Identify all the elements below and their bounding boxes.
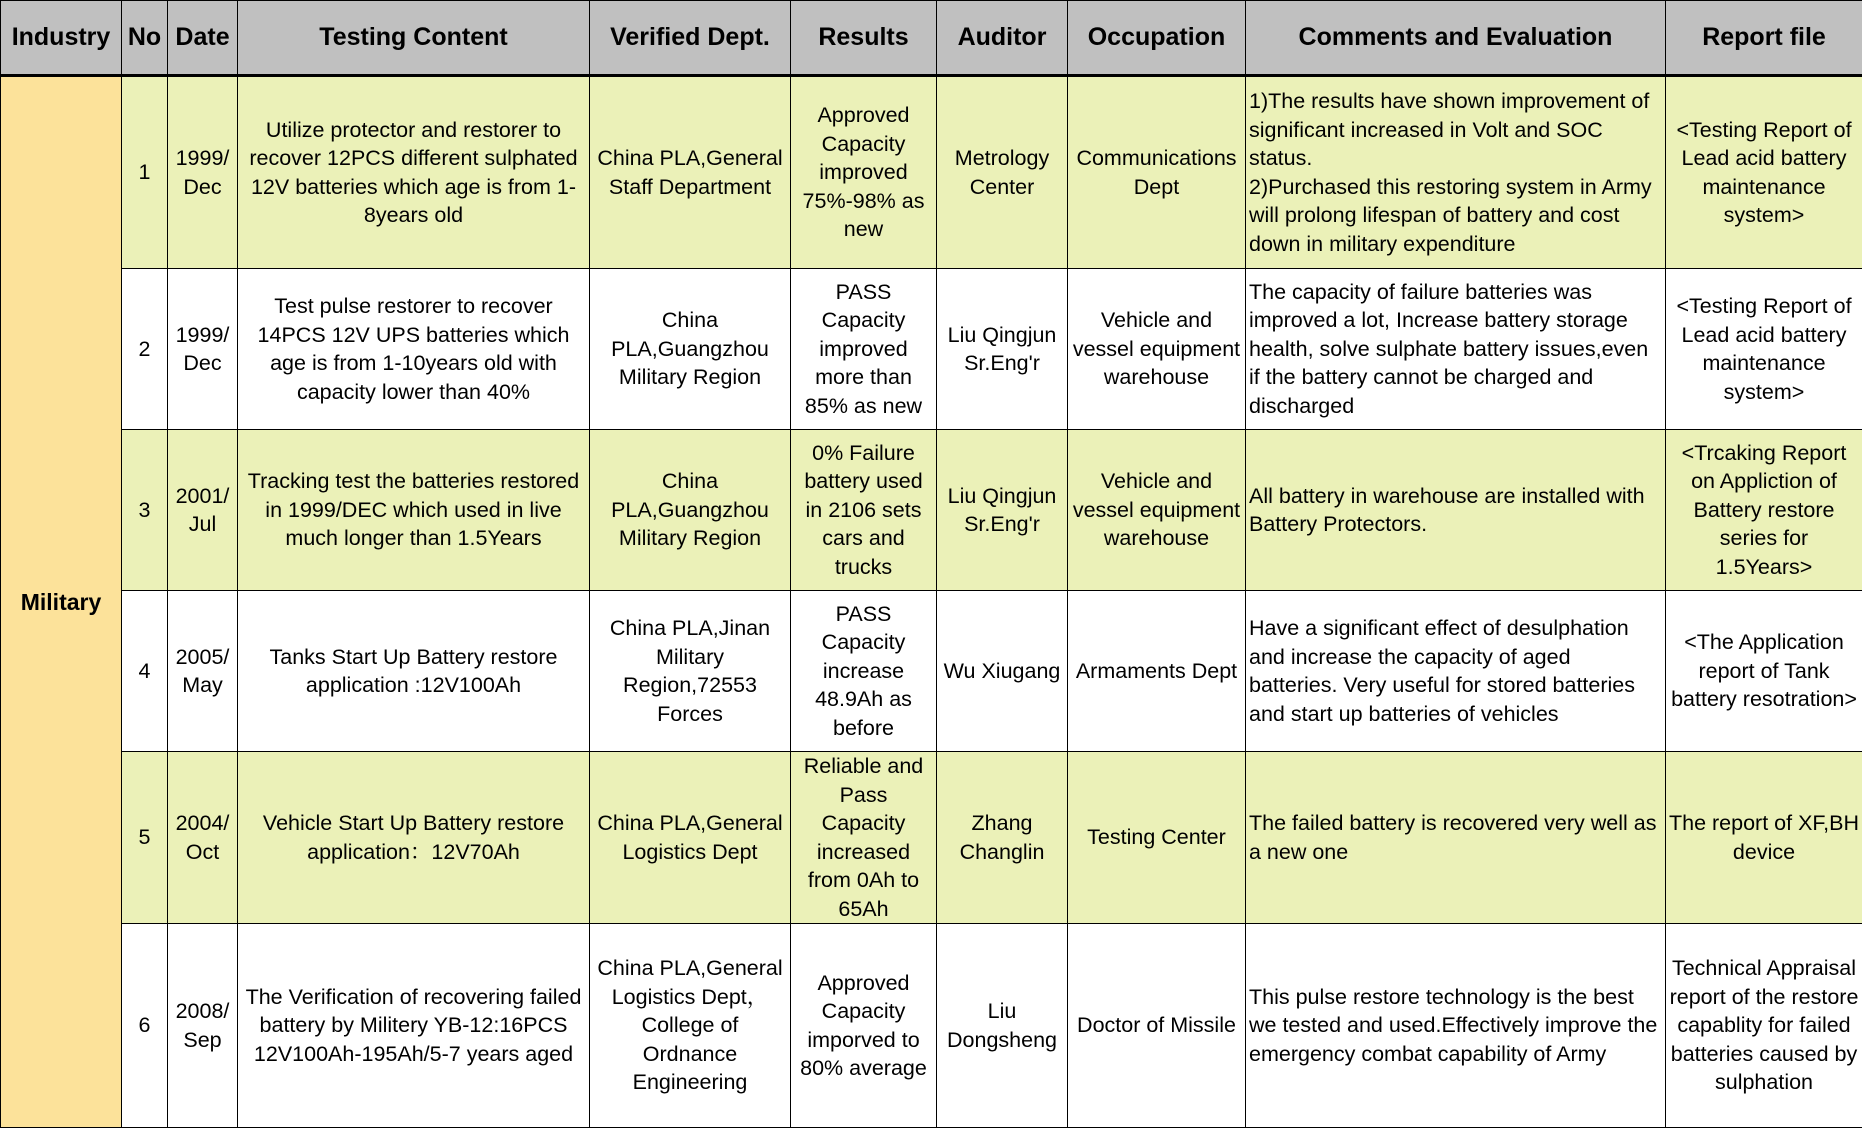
header-results: Results bbox=[791, 1, 937, 76]
cell-auditor: Metrology Center bbox=[937, 76, 1068, 269]
cell-report-file: <The Application report of Tank battery resotration> bbox=[1666, 591, 1862, 752]
cell-no: 2 bbox=[122, 269, 168, 430]
header-auditor: Auditor bbox=[937, 1, 1068, 76]
cell-no: 6 bbox=[122, 924, 168, 1128]
cell-date: 1999/ Dec bbox=[168, 76, 238, 269]
header-comments: Comments and Evaluation bbox=[1246, 1, 1666, 76]
header-row bbox=[1, 1, 1862, 76]
table-row bbox=[1, 430, 1862, 591]
cell-occupation: Testing Center bbox=[1068, 752, 1246, 924]
cell-comments: All battery in warehouse are installed with Battery Protectors. bbox=[1246, 430, 1666, 591]
header-verified-dept: Verified Dept. bbox=[590, 1, 791, 76]
cell-no: 3 bbox=[122, 430, 168, 591]
cell-no: 1 bbox=[122, 76, 168, 269]
header-no: No bbox=[122, 1, 168, 76]
cell-report-file: The report of XF,BH device bbox=[1666, 752, 1862, 924]
cell-comments: This pulse restore technology is the best we tested and used.Effectively improve the emergency combat capability of Army bbox=[1246, 924, 1666, 1128]
cell-auditor: Wu Xiugang bbox=[937, 591, 1068, 752]
cell-verified-dept: China PLA,General Staff Department bbox=[590, 76, 791, 269]
cell-testing-content: Test pulse restorer to recover 14PCS 12V UPS batteries which age is from 1-10years old with capacity lower than 40% bbox=[238, 269, 590, 430]
cell-testing-content: Vehicle Start Up Battery restore application：12V70Ah bbox=[238, 752, 590, 924]
cell-date: 2008/ Sep bbox=[168, 924, 238, 1128]
cell-report-file: <Testing Report of Lead acid battery maintenance system> bbox=[1666, 269, 1862, 430]
header-occupation: Occupation bbox=[1068, 1, 1246, 76]
cell-report-file: <Trcaking Report on Appliction of Battery restore series for 1.5Years> bbox=[1666, 430, 1862, 591]
header-testing-content: Testing Content bbox=[238, 1, 590, 76]
cell-occupation: Doctor of Missile bbox=[1068, 924, 1246, 1128]
cell-results: Reliable and Pass Capacity increased from 0Ah to 65Ah bbox=[791, 752, 937, 924]
cell-auditor: Liu Qingjun Sr.Eng'r bbox=[937, 269, 1068, 430]
cell-comments: The failed battery is recovered very well as a new one bbox=[1246, 752, 1666, 924]
cell-date: 2005/ May bbox=[168, 591, 238, 752]
table-row bbox=[1, 76, 1862, 269]
cell-occupation: Armaments Dept bbox=[1068, 591, 1246, 752]
cell-verified-dept: China PLA,General Logistics Dept bbox=[590, 752, 791, 924]
cell-report-file: <Testing Report of Lead acid battery maintenance system> bbox=[1666, 76, 1862, 269]
cell-no: 4 bbox=[122, 591, 168, 752]
header-date: Date bbox=[168, 1, 238, 76]
cell-date: 1999/ Dec bbox=[168, 269, 238, 430]
cell-comments: Have a significant effect of desulphation and increase the capacity of aged batteries. Very useful for stored batteries and start up batteries of vehicles bbox=[1246, 591, 1666, 752]
cell-results: Approved Capacity improved 75%-98% as new bbox=[791, 76, 937, 269]
header-industry: Industry bbox=[1, 1, 122, 76]
cell-testing-content: Utilize protector and restorer to recover 12PCS different sulphated 12V batteries which age is from 1-8years old bbox=[238, 76, 590, 269]
cell-report-file: Technical Appraisal report of the restore capablity for failed batteries caused by sulphation bbox=[1666, 924, 1862, 1128]
cell-results: PASS Capacity increase 48.9Ah as before bbox=[791, 591, 937, 752]
cell-occupation: Communications Dept bbox=[1068, 76, 1246, 269]
cell-comments: The capacity of failure batteries was improved a lot, Increase battery storage health, solve sulphate battery issues,even if the battery cannot be charged and discharged bbox=[1246, 269, 1666, 430]
cell-occupation: Vehicle and vessel equipment warehouse bbox=[1068, 430, 1246, 591]
table-row bbox=[1, 752, 1862, 924]
cell-date: 2001/ Jul bbox=[168, 430, 238, 591]
cell-verified-dept: China PLA,Guangzhou Military Region bbox=[590, 269, 791, 430]
cell-results: 0% Failure battery used in 2106 sets cars and trucks bbox=[791, 430, 937, 591]
table-row bbox=[1, 924, 1862, 1128]
cell-verified-dept: China PLA,Guangzhou Military Region bbox=[590, 430, 791, 591]
cell-results: PASS Capacity improved more than 85% as new bbox=[791, 269, 937, 430]
cell-no: 5 bbox=[122, 752, 168, 924]
cell-verified-dept: China PLA,General Logistics Dept，College of Ordnance Engineering bbox=[590, 924, 791, 1128]
cell-testing-content: Tanks Start Up Battery restore application :12V100Ah bbox=[238, 591, 590, 752]
cell-auditor: Zhang Changlin bbox=[937, 752, 1068, 924]
table-row bbox=[1, 591, 1862, 752]
header-report-file: Report file bbox=[1666, 1, 1862, 76]
cell-results: Approved Capacity imporved to 80% average bbox=[791, 924, 937, 1128]
table-row bbox=[1, 269, 1862, 430]
cell-testing-content: The Verification of recovering failed battery by Militery YB-12:16PCS 12V100Ah-195Ah/5-7 years aged bbox=[238, 924, 590, 1128]
cell-comments: 1)The results have shown improvement of significant increased in Volt and SOC status. 2)Purchased this restoring system in Army will prolong lifespan of battery and cost down in military expenditure bbox=[1246, 76, 1666, 269]
cell-occupation: Vehicle and vessel equipment warehouse bbox=[1068, 269, 1246, 430]
cell-testing-content: Tracking test the batteries restored in 1999/DEC which used in live much longer than 1.5Years bbox=[238, 430, 590, 591]
cell-auditor: Liu Qingjun Sr.Eng'r bbox=[937, 430, 1068, 591]
cell-auditor: Liu Dongsheng bbox=[937, 924, 1068, 1128]
cell-verified-dept: China PLA,Jinan Military Region,72553 Forces bbox=[590, 591, 791, 752]
cell-date: 2004/ Oct bbox=[168, 752, 238, 924]
industry-cell: Military bbox=[1, 76, 122, 1128]
